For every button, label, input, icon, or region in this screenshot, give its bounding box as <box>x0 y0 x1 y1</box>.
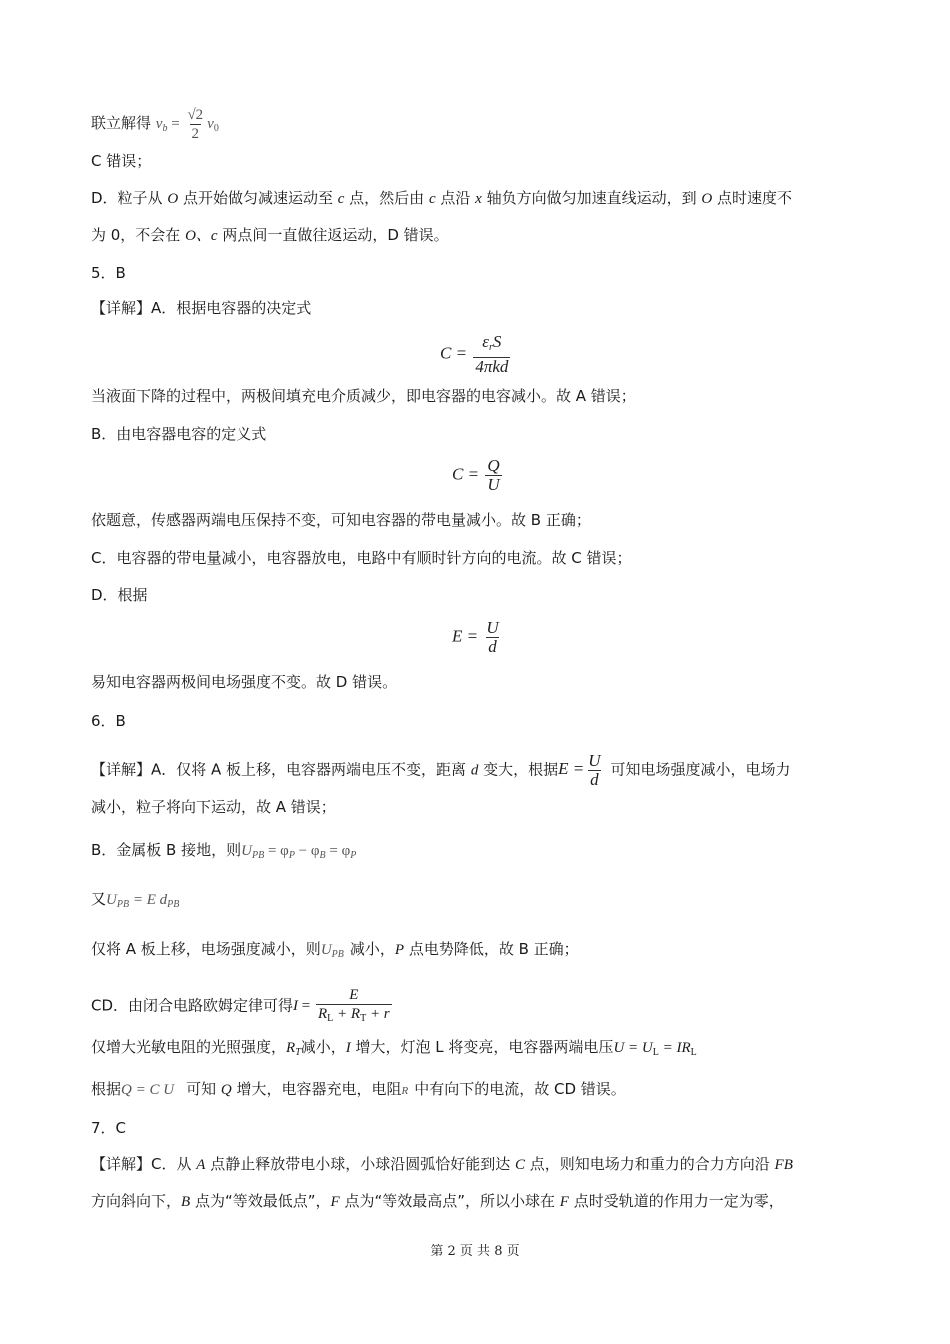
formula-ohm-closed-circuit: I = $\frac{E}{R_L + R_T + r}$ <box>293 998 394 1014</box>
text-line-5b: B．由电容器电容的定义式 <box>91 425 267 443</box>
text-line-d-1: D．粒子从 O 点开始做匀减速运动至 c 点，然后由 c 点沿 x 轴负方向做匀加速直线运动，到 O 点时速度不 <box>91 189 792 207</box>
formula-capacitance-determining: C = $\frac{\varepsilon_rS}{\text{4πkd}}$ <box>440 332 509 376</box>
formula-upb-inline: $U_{PB}$ <box>320 942 344 960</box>
formula-capacitance-definition: C = $\frac{Q}{U}$ <box>452 456 500 494</box>
formula-upb: $U_{PB} = \varphi_P - \varphi_B = \varphi_P$ <box>241 843 357 861</box>
page-footer: 第 2 页 共 8 页 <box>430 1244 520 1259</box>
text-line-5a: 【详解】A．根据电容器的决定式 <box>91 299 312 317</box>
text-line-6cd: CD．由闭合电路欧姆定律可得I = $\frac{E}{R_L + R_T + r}$ <box>91 986 394 1028</box>
text-line-5c: C．电容器的带电量减小，电容器放电，电路中有顺时针方向的电流。故 C 错误； <box>91 549 632 567</box>
formula-capacitor-voltage: $U = U_L = IR_L$ <box>613 1040 697 1058</box>
text-line-5b-result: 依题意，传感器两端电压保持不变，可知电容器的带电量减小。故 B 正确； <box>91 511 591 529</box>
text-line-d-2: 为 0，不会在 O、c 两点间一直做往返运动，D 错误。 <box>91 226 449 244</box>
text-line-c-wrong: C 错误； <box>91 152 152 170</box>
text-line-5d-result: 易知电容器两极间电场强度不变。故 D 错误。 <box>91 673 398 691</box>
text-line-5a-result: 当液面下降的过程中，两极间填充电介质减少，即电容器的电容减小。故 A 错误； <box>91 387 636 405</box>
text-line-6a: 【详解】A．仅将 A 板上移，电容器两端电压不变，距离 d 变大，根据E = $\frac{U}{d}$ 可知电场强度减小，电场力 <box>91 751 791 789</box>
text-line-solve: 联立解得 $v_b$ = $\frac{√2}{2}$ $v_0$ <box>91 107 219 142</box>
formula-vb: $v_b$ = $\frac{√2}{2}$ $v_0$ <box>155 107 219 142</box>
formula-inline-e: E = $\frac{U}{d}$ <box>558 751 601 789</box>
text-line-6b-result: 仅将 A 板上移，电场强度减小，则$U_{PB}$ 减小，P 点电势降低，故 B 正确； <box>91 940 579 960</box>
question-5-answer: 5．B <box>91 264 126 282</box>
text-line-5d: D．根据 <box>91 586 148 604</box>
formula-field-strength: E = $\frac{U}{d}$ <box>452 618 499 656</box>
text-line-7c-2: 方向斜向下，B 点为“等效最低点”，F 点为“等效最高点”，所以小球在 F 点时受轨道的作用力一定为零， <box>91 1192 784 1210</box>
text-line-6b-also: 又$U_{PB} = E$ $d_{PB}$ <box>91 890 180 910</box>
text-line-6cd-result: 根据Q = C U 可知 Q 增大，电容器充电，电阻R 中有向下的电流，故 CD 错误。 <box>91 1080 626 1098</box>
question-7-answer: 7．C <box>91 1119 127 1137</box>
text-line-6cd-light: 仅增大光敏电阻的光照强度，$R_T$减小，I 增大，灯泡 L 将变亮，电容器两端电压$U = U_L = IR_L$ <box>91 1038 697 1058</box>
question-6-answer: 6．B <box>91 712 126 730</box>
formula-upb-ed: $U_{PB} = E$ $d_{PB}$ <box>106 892 180 910</box>
text-line-7c-1: 【详解】C．从 A 点静止释放带电小球，小球沿圆弧恰好能到达 C 点，则知电场力和重力的合力方向沿 FB <box>91 1155 793 1173</box>
text-line-6a-cont: 减小，粒子将向下运动，故 A 错误； <box>91 798 336 816</box>
formula-qcu: Q = C U <box>121 1082 175 1098</box>
text-line-6b: B．金属板 B 接地，则$U_{PB} = \varphi_P - \varphi_B = \varphi_P$ <box>91 841 357 861</box>
